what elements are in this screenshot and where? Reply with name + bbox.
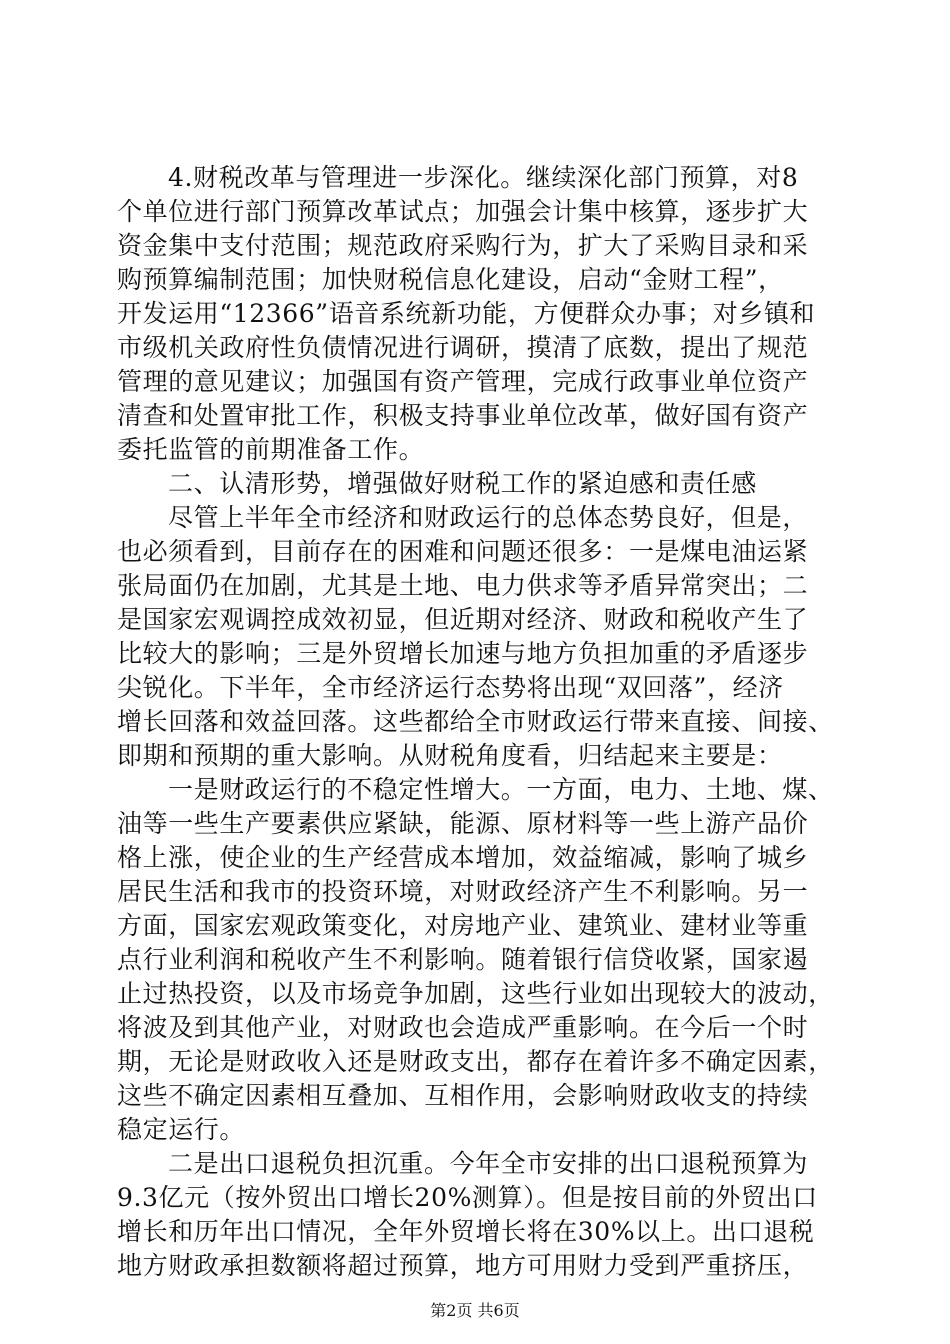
- text-line: 清查和处置审批工作，积极支持事业单位改革，做好国有资产: [117, 401, 809, 430]
- text-line: 开发运用“12366”语音系统新功能，方便群众办事；对乡镇和: [117, 299, 816, 328]
- text-line: 将波及到其他产业，对财政也会造成严重影响。在今后一个时: [117, 1013, 809, 1042]
- text-line: 方面，国家宏观政策变化，对房地产业、建筑业、建材业等重: [117, 911, 809, 940]
- text-line: 尖锐化。下半年，全市经济运行态势将出现“双回落”，经济: [117, 673, 784, 702]
- text-line: 止过热投资，以及市场竞争加剧，这些行业如出现较大的波动，: [117, 979, 834, 1008]
- text-line: 即期和预期的重大影响。从财税角度看，归结起来主要是：: [117, 741, 783, 770]
- text-line: 资金集中支付范围；规范政府采购行为，扩大了采购目录和采: [117, 231, 809, 260]
- text-line: 也必须看到，目前存在的困难和问题还很多：一是煤电油运紧: [117, 537, 809, 566]
- text-line: 这些不确定因素相互叠加、互相作用，会影响财政收支的持续: [117, 1081, 809, 1110]
- section-heading: 二、认清形势，增强做好财税工作的紧迫感和责任感: [168, 469, 757, 498]
- text-line: 比较大的影响；三是外贸增长加速与地方负担加重的矛盾逐步: [117, 639, 809, 668]
- text-line: 一是财政运行的不稳定性增大。一方面，电力、土地、煤、: [168, 775, 834, 804]
- text-line: 二是出口退税负担沉重。今年全市安排的出口退税预算为: [168, 1149, 809, 1178]
- text-line: 油等一些生产要素供应紧缺，能源、原材料等一些上游产品价: [117, 809, 809, 838]
- text-line: 9.3亿元（按外贸出口增长20%测算）。但是按目前的外贸出口: [117, 1183, 818, 1212]
- text-line: 个单位进行部门预算改革试点；加强会计集中核算，逐步扩大: [117, 197, 809, 226]
- text-line: 购预算编制范围；加快财税信息化建设，启动“金财工程”，: [117, 265, 784, 294]
- text-line: 增长和历年出口情况，全年外贸增长将在30%以上。出口退税: [117, 1217, 815, 1246]
- text-line: 格上涨，使企业的生产经营成本增加，效益缩减，影响了城乡: [117, 843, 809, 872]
- text-line: 张局面仍在加剧，尤其是土地、电力供求等矛盾异常突出；二: [117, 571, 809, 600]
- text-line: 地方财政承担数额将超过预算，地方可用财力受到严重挤压，: [117, 1251, 809, 1280]
- text-line: 点行业利润和税收产生不利影响。随着银行信贷收紧，国家遏: [117, 945, 809, 974]
- text-line: 稳定运行。: [117, 1115, 246, 1144]
- text-line: 4.财税改革与管理进一步深化。继续深化部门预算，对8: [168, 163, 799, 192]
- text-line: 是国家宏观调控成效初显，但近期对经济、财政和税收产生了: [117, 605, 809, 634]
- text-line: 尽管上半年全市经济和财政运行的总体态势良好，但是，: [168, 503, 809, 532]
- page-footer: 第2页 共6页: [430, 1301, 520, 1320]
- text-line: 期，无论是财政收入还是财政支出，都存在着许多不确定因素，: [117, 1047, 834, 1076]
- text-line: 委托监管的前期准备工作。: [117, 435, 425, 464]
- text-line: 管理的意见建议；加强国有资产管理，完成行政事业单位资产: [117, 367, 809, 396]
- text-line: 居民生活和我市的投资环境，对财政经济产生不利影响。另一: [117, 877, 809, 906]
- text-line: 市级机关政府性负债情况进行调研，摸清了底数，提出了规范: [117, 333, 809, 362]
- text-line: 增长回落和效益回落。这些都给全市财政运行带来直接、间接、: [117, 707, 834, 736]
